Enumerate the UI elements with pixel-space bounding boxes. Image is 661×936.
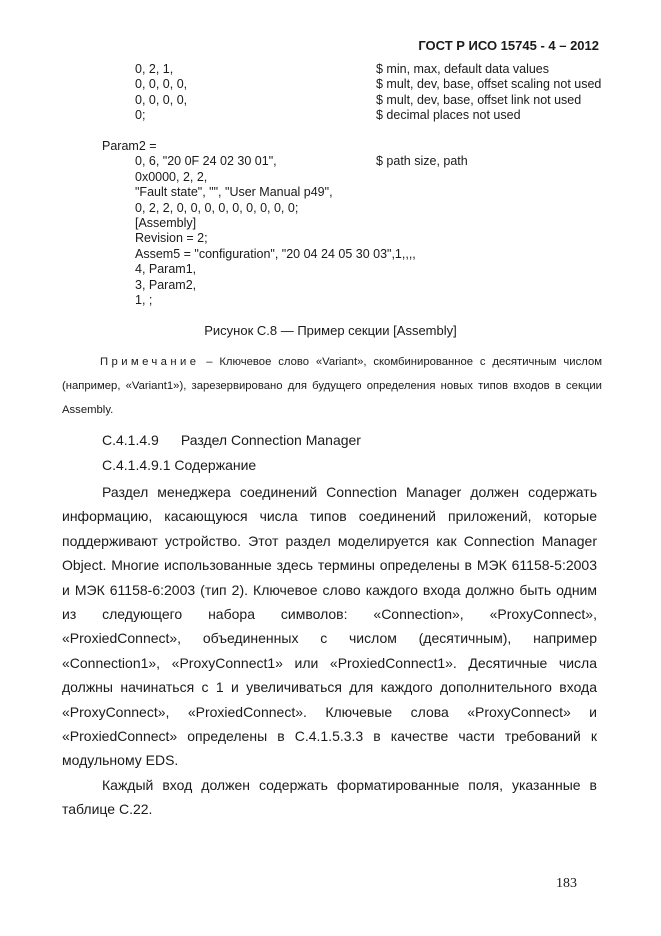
note <box>62 350 602 422</box>
section-title: Раздел Connection Manager <box>180 432 361 448</box>
note-label: Примечание <box>100 356 200 368</box>
figure-caption: Рисунок C.8 — Пример секции [Assembly] <box>204 323 457 338</box>
code-comment: $ path size, path <box>376 154 468 169</box>
section-number: C.4.1.4.9 <box>102 432 159 448</box>
code-comment: $ mult, dev, base, offset link not used <box>376 92 582 107</box>
code-comment: $ min, max, default data values <box>376 62 550 76</box>
paragraph: Каждый вход должен содержать форматированные поля, указанные в таблице C.22. <box>62 776 597 818</box>
code-line: 1, ; <box>135 293 153 307</box>
code-line: 4, Param1, <box>135 262 197 277</box>
code-row: 0; <box>135 108 146 123</box>
paragraph: Раздел менеджера соединений Connection Manager должен содержать информацию, касающуюся числа типов соединений приложений, которые поддерживают устройство. Этот раздел моделируется как Connection Manager Object. Многие использованные здесь термины определены в МЭК 61158-5:2003 и МЭК 61158-6:2003 (тип 2). Ключевое слово каждого входа должно быть одним из следующего набора символов: «Connection», «ProxyConnect», «ProxiedConnect», объединенных с числом (десятичным), например «Connection1», «ProxyConnect1» или «ProxiedConnect1». Десятичные числа должны начинаться с 1 и увеличиваться для каждого дополнительного входа «ProxyConnect», «ProxiedConnect». Ключевые слова «ProxyConnect» и «ProxiedConnect» определены в C.4.1.5.3.3 в качестве части требований к модульному EDS. <box>62 484 597 769</box>
section-heading <box>102 432 361 448</box>
code-row: 0, 2, 1, <box>135 62 174 76</box>
document-header: ГОСТ Р ИСО 15745 - 4 – 2012 <box>418 38 599 53</box>
code-comment: $ mult, dev, base, offset scaling not used <box>376 77 602 92</box>
code-line: [Assembly] <box>135 216 197 230</box>
code-line: 0x0000, 2, 2, <box>135 169 208 184</box>
code-comment: $ decimal places not used <box>376 108 521 123</box>
subsection-heading: C.4.1.4.9.1 Содержание <box>102 457 257 473</box>
body-text <box>62 480 597 822</box>
code-line: Assem5 = "configuration", "20 04 24 05 30 03",1,,,, <box>135 246 416 261</box>
note-text: – Ключевое слово «Variant», скомбинированное с десятичным числом (например, «Variant1»), зарезервировано для будущего определения новых типов входов в секции Assembly. <box>62 356 602 416</box>
code-row: 0, 6, "20 0F 24 02 30 01", <box>135 154 277 169</box>
code-line: 3, Param2, <box>135 277 197 292</box>
code-line: Revision = 2; <box>135 231 208 246</box>
page-number: 183 <box>556 876 577 891</box>
code-line: 0, 2, 2, 0, 0, 0, 0, 0, 0, 0, 0, 0; <box>135 200 299 215</box>
param2-label: Param2 = <box>102 139 157 153</box>
code-row: 0, 0, 0, 0, <box>135 77 188 92</box>
code-row: 0, 0, 0, 0, <box>135 92 188 107</box>
code-line: "Fault state", "", "User Manual p49", <box>135 185 333 200</box>
